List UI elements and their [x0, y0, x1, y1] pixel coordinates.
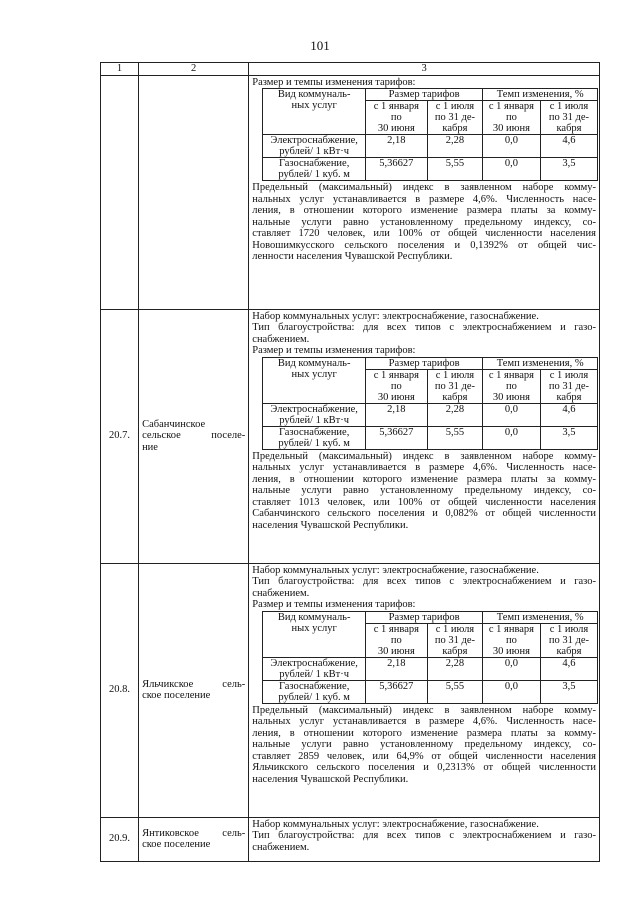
tariff-table: Вид коммуналь- ных услуг Размер тарифов Темп изменения, % с 1 января по 30 июня с 1 июля по 31 де- кабря с 1 января по 30 июня с 1 июля по 31 де- кабря Электроснабжение, рублей/ 1 кВт·ч 2,18 2,28 0,0 4,6 Газоснабжение, рублей/ 1 куб. м 5,36627 5,55 0,0 3,5: [262, 611, 598, 704]
index-paragraph: Предельный (максимальный) индекс в заявленном наборе комму- нальных услуг устанавливается в размере 4,6%. Численность насе- ления, в отношении которого изменение размера платы за комму- нальные услуги равно установленному предельному индексу, со- ставляет 1013 человек, или 100% от общей численности населения Сабанчинского сельского поселения и 0,082% от общей численности населения Чувашской Республики.: [252, 450, 596, 531]
electricity-row: Электроснабжение, рублей/ 1 кВт·ч 2,18 2,28 0,0 4,6: [263, 403, 598, 426]
period-header: с 1 января по 30 июня: [366, 101, 428, 135]
improvement-line: Тип благоустройства: для всех типов с электроснабжением и газо-: [252, 322, 596, 333]
period-header: с 1 июля по 31 де- кабря: [540, 101, 598, 135]
column-number-header: [101, 63, 600, 76]
change-rate-header: Темп изменения, %: [483, 89, 598, 101]
settlement-name: Сабанчинское сельское поселе- ние: [139, 309, 249, 563]
tariff-size-header: Размер тарифов: [366, 89, 483, 101]
row-content: [249, 563, 600, 817]
row-content: [249, 309, 600, 563]
period-header: с 1 июля по 31 де- кабря: [427, 101, 482, 135]
services-line: Набор коммунальных услуг: электроснабжение, газоснабжение.: [252, 818, 539, 830]
table-row: [101, 75, 600, 309]
improvement-line: Тип благоустройства: для всех типов с электроснабжением и газо-: [252, 830, 596, 841]
settlement-name: Янтиковское сель- ское поселение: [139, 817, 249, 861]
row-number: 20.8.: [101, 563, 139, 817]
tariff-title: Размер и темпы изменения тарифов:: [252, 599, 416, 610]
period-header: с 1 января по 30 июня: [483, 101, 541, 135]
improvement-line: снабжением.: [252, 587, 310, 599]
services-line: Набор коммунальных услуг: электроснабжение, газоснабжение.: [252, 564, 539, 576]
service-type-header: Вид коммуналь- ных услуг: [263, 89, 366, 135]
tariff-table: Вид коммуналь- ных услуг Размер тарифов Темп изменения, % с 1 января по 30 июня с 1 июля по 31 де- кабря с 1 января по 30 июня с 1 июля по 31 де- кабря Электроснабжение, рублей/ 1 кВт·ч 2,18 2,28 0,0 4,6 Газоснабжение, рублей/ 1 куб. м 5,36627 5,55 0,0 3,5: [262, 357, 598, 450]
tariff-table: [262, 88, 598, 181]
row-content: [249, 817, 600, 861]
table-row: [101, 817, 600, 861]
column-3-number: 3: [249, 63, 600, 76]
index-paragraph: Предельный (максимальный) индекс в заявленном наборе комму- нальных услуг устанавливается в размере 4,6%. Численность насе- ления, в отношении которого изменение размера платы за комму- нальные услуги равно установленному предельному индексу, со- ставляет 2859 человек, или 64,9% от общей численности населения Яльчикского сельского поселения и 0,2313% от общей численности населения Чувашской Республики.: [252, 704, 596, 785]
gas-row: Газоснабжение, рублей/ 1 куб. м 5,36627 5,55 0,0 3,5: [263, 158, 598, 181]
improvement-line: снабжением.: [252, 333, 310, 345]
column-1-number: 1: [101, 63, 139, 76]
electricity-row: Электроснабжение, рублей/ 1 кВт·ч 2,18 2,28 0,0 4,6: [263, 135, 598, 158]
improvement-line: Тип благоустройства: для всех типов с электроснабжением и газо-: [252, 576, 596, 587]
electricity-row: Электроснабжение, рублей/ 1 кВт·ч 2,18 2,28 0,0 4,6: [263, 657, 598, 680]
row-number: [101, 75, 139, 309]
settlement-name: Яльчикское сель- ское поселение: [139, 563, 249, 817]
row-content: [249, 75, 600, 309]
tariff-title: Размер и темпы изменения тарифов:: [252, 76, 416, 88]
table-row: [101, 563, 600, 817]
tariff-title: Размер и темпы изменения тарифов:: [252, 345, 416, 356]
column-2-number: 2: [139, 63, 249, 76]
services-line: Набор коммунальных услуг: электроснабжение, газоснабжение.: [252, 310, 539, 322]
settlement-name: [139, 75, 249, 309]
tariff-document-table: [100, 62, 600, 862]
improvement-line: снабжением.: [252, 841, 310, 853]
page-number: 101: [310, 38, 330, 53]
gas-row: Газоснабжение, рублей/ 1 куб. м 5,36627 5,55 0,0 3,5: [263, 426, 598, 449]
row-number: 20.7.: [101, 309, 139, 563]
row-number: 20.9.: [101, 817, 139, 861]
table-row: [101, 309, 600, 563]
gas-row: Газоснабжение, рублей/ 1 куб. м 5,36627 5,55 0,0 3,5: [263, 680, 598, 703]
index-paragraph: Предельный (максимальный) индекс в заявленном наборе комму- нальных услуг устанавливается в размере 4,6%. Численность насе- ления, в отношении которого изменение размера платы за комму- нальные услуги равно установленному предельному индексу, со- ставляет 1720 человек, или 100% от общей численности населения Новошимкусского сельского поселения и 0,1392% от общей чис- ленности населения Чувашской Республики.: [252, 182, 596, 262]
